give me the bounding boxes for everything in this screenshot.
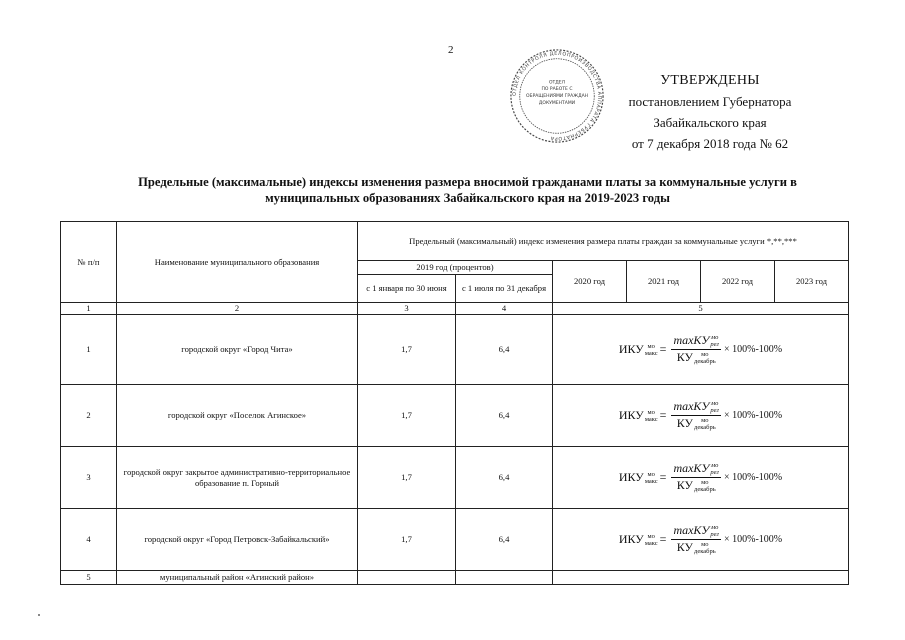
header-num: № п/п: [61, 222, 117, 303]
table-row: [61, 315, 849, 385]
formula-eq: =: [659, 342, 667, 356]
formula-sup: мо: [647, 532, 655, 540]
formula-tail: × 100%-100%: [724, 472, 783, 483]
row-name: городской округ закрытое административно-территориальное образование п. Горный: [117, 447, 358, 509]
formula-den: КУ: [676, 415, 694, 430]
formula-sub: рег: [710, 531, 719, 538]
stamp-line: ОБРАЩЕНИЯМИ ГРАЖДАН: [525, 93, 589, 99]
row-num: 1: [61, 315, 117, 385]
table-row: [61, 509, 849, 571]
row-value-h1: [358, 571, 456, 585]
row-num: 5: [61, 571, 117, 585]
formula: [619, 334, 782, 365]
table-row: [61, 385, 849, 447]
approval-line: от 7 декабря 2018 года № 62: [631, 136, 789, 151]
formula-sup: мо: [647, 342, 655, 350]
formula-sup: мо: [710, 334, 719, 341]
formula-fraction: [671, 334, 721, 365]
formula-sup: мо: [701, 541, 709, 548]
colnum: 4: [456, 303, 553, 315]
header-name: Наименование муниципального образования: [117, 222, 358, 303]
formula-lhs: ИКУ: [618, 342, 644, 356]
scan-speck: [38, 614, 40, 616]
header-2022: 2022 год: [701, 261, 775, 303]
table-row: [61, 571, 849, 585]
row-value-h1: 1,7: [358, 385, 456, 447]
formula-sup: мо: [701, 351, 709, 358]
formula-eq: =: [659, 532, 667, 546]
stamp-line: ПО РАБОТЕ С: [541, 87, 573, 93]
formula-sub: рег: [710, 469, 719, 476]
row-value-h2: [456, 571, 553, 585]
formula-sub: декабрь: [694, 358, 716, 365]
formula-fraction: [671, 400, 721, 431]
formula-sub: макс: [644, 415, 658, 423]
formula-fraction: [671, 462, 721, 493]
formula-sub: рег: [710, 341, 719, 348]
colnum: 2: [117, 303, 358, 315]
stamp-line: ОТДЕЛ: [548, 80, 566, 86]
approval-heading: УТВЕРЖДЕНЫ: [660, 73, 760, 88]
row-name: городской округ «Город Чита»: [117, 315, 358, 385]
approval-line: Забайкальского края: [653, 115, 767, 130]
formula-sup: мо: [710, 400, 719, 407]
row-value-h1: 1,7: [358, 509, 456, 571]
formula-cell: [553, 447, 849, 509]
header-2020: 2020 год: [553, 261, 627, 303]
formula-num: maxКУ: [673, 522, 710, 537]
page-number: 2: [448, 44, 454, 56]
formula-cell: [553, 315, 849, 385]
formula-sub: декабрь: [694, 548, 716, 555]
formula-sup: мо: [647, 408, 655, 416]
header-h1: с 1 января по 30 июня: [358, 275, 456, 303]
formula-sup: мо: [701, 417, 709, 424]
row-value-h2: 6,4: [456, 447, 553, 509]
row-value-h2: 6,4: [456, 509, 553, 571]
header-2023: 2023 год: [775, 261, 849, 303]
formula-num: maxКУ: [673, 460, 710, 475]
formula-lhs: ИКУ: [618, 408, 644, 422]
formula-eq: =: [659, 470, 667, 484]
formula-sub: макс: [644, 477, 658, 485]
formula-lhs: ИКУ: [618, 470, 644, 484]
formula-num: maxКУ: [673, 332, 710, 347]
formula: [619, 524, 782, 555]
header-2019: 2019 год (процентов): [358, 261, 553, 275]
document-title: Предельные (максимальные) индексы изменения размера вносимой гражданами платы за коммунальные услуги в муниципальных образованиях Забайкальского края на 2019-2023 годы: [138, 175, 797, 205]
formula: [619, 462, 782, 493]
formula-tail: × 100%-100%: [724, 344, 783, 355]
formula-den: КУ: [676, 539, 694, 554]
row-num: 2: [61, 385, 117, 447]
formula: [619, 400, 782, 431]
stamp-ring-text: ОТДЕЛ КОНТРОЛЯ ДЕЛОПРОИЗВОДСТВА АППАРАТА ГУБЕРНАТОРА: [511, 50, 603, 142]
header-2021: 2021 год: [627, 261, 701, 303]
formula-num: maxКУ: [673, 398, 710, 413]
formula-sup: мо: [701, 479, 709, 486]
row-num: 4: [61, 509, 117, 571]
row-name: муниципальный район «Агинский район»: [117, 571, 358, 585]
formula-sup: мо: [710, 462, 719, 469]
row-value-h2: 6,4: [456, 385, 553, 447]
formula-cell: [553, 385, 849, 447]
official-stamp: [508, 47, 606, 145]
row-num: 3: [61, 447, 117, 509]
row-value-h1: 1,7: [358, 315, 456, 385]
formula-cell: [553, 509, 849, 571]
colnum: 3: [358, 303, 456, 315]
approval-block: [600, 70, 820, 154]
formula-eq: =: [659, 408, 667, 422]
row-value-h2: 6,4: [456, 315, 553, 385]
colnum: 5: [553, 303, 849, 315]
formula-sub: декабрь: [694, 486, 716, 493]
colnum: 1: [61, 303, 117, 315]
index-table: [60, 221, 849, 585]
formula-cell-empty: [553, 571, 849, 585]
header-h2: с 1 июля по 31 декабря: [456, 275, 553, 303]
formula-sub: макс: [644, 349, 658, 357]
formula-tail: × 100%-100%: [724, 410, 783, 421]
formula-den: КУ: [676, 349, 694, 364]
formula-tail: × 100%-100%: [724, 534, 783, 545]
stamp-line: ДОКУМЕНТАМИ: [538, 100, 576, 106]
row-value-h1: 1,7: [358, 447, 456, 509]
formula-fraction: [671, 524, 721, 555]
formula-sub: декабрь: [694, 424, 716, 431]
row-name: городской округ «Поселок Агинское»: [117, 385, 358, 447]
approval-line: постановлением Губернатора: [628, 94, 792, 109]
formula-sub: рег: [710, 407, 719, 414]
formula-sub: макс: [644, 539, 658, 547]
table-row: [61, 447, 849, 509]
header-index-group: Предельный (максимальный) индекс изменения размера платы граждан за коммунальные услуги *,**,***: [358, 222, 849, 261]
formula-den: КУ: [676, 477, 694, 492]
formula-sup: мо: [647, 470, 655, 478]
formula-lhs: ИКУ: [618, 532, 644, 546]
formula-sup: мо: [710, 524, 719, 531]
row-name: городской округ «Город Петровск-Забайкальский»: [117, 509, 358, 571]
